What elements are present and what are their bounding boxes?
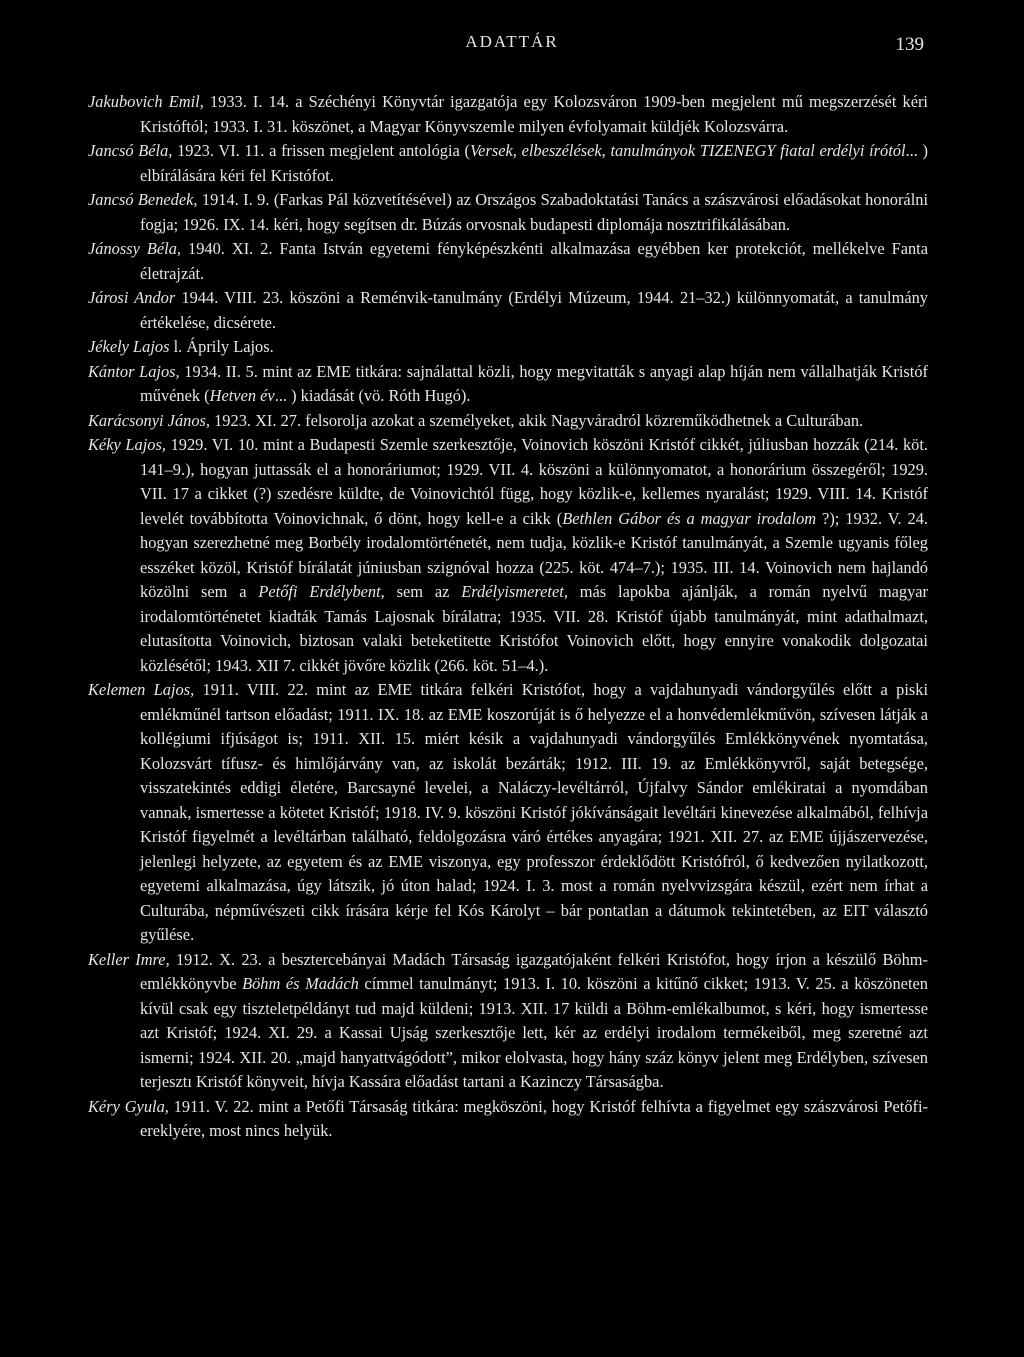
entry-name: Kelemen Lajos, [88, 680, 195, 699]
entry-text: 1929. VI. 10. mint a Budapesti Szemle szerkesztője, Voinovich köszöni Kristóf cikkét, júliusban hozzák (214. köt. 141–9.), hogyan juttassák el a honoráriumot; 1929. VII. 4. köszöni a különnyomatot, a honorárium összegéről; 1929. VII. 17 a cikket (?) szedésre küldte, de Voinovichtól függ, hogy közlik-e, kellemes nyaralást; 1929. VIII. 14. Kristóf levelét továbbította Voinovichnak, ő dönt, hogy kell-e a cikk ( [140, 435, 928, 528]
entry-name: Jékely Lajos [88, 337, 170, 356]
entry-text: ?); 1932. V. 24. hogyan szerezhetné meg Borbély irodalomtörténetét, nem tudja, közlik-e Kristóf tanulmányát, a Szemle ugyanis főleg esszéket közöl, Kristóf bírálatát júniusban szignóval hozza (225. köt. 474–7.); 1935. III. 14. Voinovich nem hajlandó közölni sem a [140, 508, 928, 601]
entry-title-text: Hetven év [209, 386, 275, 405]
entry-title-text: Erdélyismeretet [461, 582, 564, 601]
entry-title-text: Bethlen Gábor és a magyar irodalom [562, 508, 817, 528]
entry-text: 1923. XI. 27. felsorolja azokat a személyeket, akik Nagyváradról közreműködhetnek a Culturában. [210, 410, 864, 430]
page-number: 139 [895, 34, 924, 55]
entry-name: Jancsó Benedek, [88, 190, 198, 209]
entry [88, 433, 928, 678]
entry-text: ... ) elbírálására kéri fel Kristófot. [140, 141, 928, 185]
running-head: ADATTÁR [465, 32, 559, 51]
entry-title-text: Petőfi Erdélybent [258, 582, 381, 601]
entry [88, 188, 928, 237]
entry-list [88, 90, 928, 1144]
entry [88, 360, 928, 409]
entry [88, 90, 928, 139]
entry-text: 1944. VIII. 23. köszöni a Reménvik-tanulmány (Erdélyi Múzeum, 1944. 21–32.) különnyomatát, a tanulmány értékelése, dicsérete. [140, 288, 928, 332]
entry [88, 678, 928, 948]
entry [88, 139, 928, 188]
entry-text: 1923. VI. 11. a frissen megjelent antológia ( [172, 141, 470, 160]
entry [88, 948, 928, 1095]
entry-text: 1933. I. 14. a Széchényi Könyvtár igazgatója egy Kolozsváron 1909-ben megjelent mű megszerzését kéri Kristóftól; 1933. I. 31. köszönet, a Magyar Könyvszemle milyen évfolyamait küldjék Kolozsvárra. [140, 92, 928, 136]
entry-title-text: Versek, elbeszélések, tanulmányok TIZENEGY fiatal erdélyi írótól [469, 141, 906, 160]
entry-text: 1912. X. 23. a besztercebányai Madách Társaság igazgatójaként felkéri Kristófot, hogy írjon a készülő Böhm-emlékkönyvbe [140, 949, 928, 993]
entry-text: , más lapokba ajánlják, a román nyelvű magyar irodalomtörténetet kiadták Tamás Lajosnak bírálatra; 1935. VII. 28. Kristóf újabb tanulmányát, mint adathalmazt, elutasította Voinovich, biztosan valaki beteketitette Kristófot Voinovich előtt, hogy ennyire vonakodik dolgozatai közlésétől; 1943. XII 7. cikkét jövőre közlik (266. köt. 51–4.). [140, 582, 929, 675]
entry [88, 1095, 928, 1144]
entry-text: l. Áprily Lajos. [169, 337, 274, 356]
page-header [0, 28, 1024, 62]
entry [88, 335, 928, 360]
entry [88, 286, 928, 335]
entry-name: Jakubovich Emil, [88, 92, 204, 111]
entry [88, 237, 928, 286]
entry-name: Járosi Andor [88, 288, 176, 307]
entry-name: Kéky Lajos, [88, 435, 166, 454]
entry-title-text: Böhm és Madách [242, 974, 359, 993]
entry-text: 1911. V. 22. mint a Petőfi Társaság titkára: megköszöni, hogy Kristóf felhívta a figyelmet egy szászvárosi Petőfi-ereklyére, most nincs helyük. [140, 1096, 928, 1140]
entry-name: Jancsó Béla, [88, 141, 173, 160]
entry-text: , sem az [380, 582, 462, 601]
entry-text: 1911. VIII. 22. mint az EME titkára felkéri Kristófot, hogy a vajdahunyadi vándorgyűlés előtt a piski emlékműnél tartson előadást; 1911. IX. 18. az EME koszorúját is ő helyezze el a honvédemlékművön, szívesen látják a kollégiumi ifjúságot is; 1911. XII. 15. miért késik a vajdahunyadi vándorgyűlés Emlékkönyvének nyomtatása, Kolozsvárt tífusz- és himlőjárvány van, az iskolát bezárták; 1912. III. 19. az Emlékkönyvről, saját betegsége, visszatekintés eddigi életére, Barcsayné levelei, a Naláczy-levéltárról, Újfalvy Sándor emlékiratai a nyomdában vannak, ismertesse a kötetet Kristóf; 1918. IV. 9. köszöni Kristóf jókívánságait levéltári kinevezése alkalmából, felhívja Kristóf figyelmét a levéltárban található, feldolgozásra váró értékes anyagára; 1921. XII. 27. az EME újjászervezése, jelenlegi helyzete, az egyetem és az EME viszonya, egy professzor érdeklődött Kristófról, ő kedvezően nyilatkozott, egyetemi alkalmazása, úgy látszik, jó úton halad; 1924. I. 3. most a román nyelvvizsgára készül, ezért nem írhat a Culturába, népművészeti cikk írására kérje fel Kós Károlyt – bár pontatlan a dátumok tekintetében, az EIT választó gyűlése. [140, 680, 928, 944]
entry-name: Keller Imre, [88, 949, 170, 969]
entry-name: Kántor Lajos, [88, 361, 180, 381]
entry-text: 1940. XI. 2. Fanta István egyetemi fényképészkénti alkalmazása egyébben ker protekciót, mellékelve Fanta életrajzát. [140, 239, 929, 283]
entry-text: címmel tanulmányt; 1913. I. 10. köszöni a kitűnő cikket; 1913. V. 25. a köszöneten kívül csak egy tiszteletpéldányt tud majd küldeni; 1913. XII. 17 küldi a Böhm-emlékalbumot, s kéri, hogy ismertesse azt Kristóf; 1924. XI. 29. a Kassai Ujság szerkesztője lett, kér az erdélyi irodalom termékeiből, meg szeretné azt ismerni; 1924. XII. 20. „majd hanyattvágódott”, mikor elolvasta, hogy hány száz könyv jelent meg Erdélyben, szívesen terjesztı Kristóf könyveit, hívja Kassára előadást tartani a Kazinczy Társaságba. [140, 974, 928, 1091]
entry [88, 409, 928, 434]
entry-name: Karácsonyi János, [88, 410, 211, 430]
entry-text: 1934. II. 5. mint az EME titkára: sajnálattal közli, hogy megvitatták s anyagi alap híján nem vállalhatják Kristóf művének ( [140, 361, 928, 405]
entry-text: 1914. I. 9. (Farkas Pál közvetítésével) az Országos Szabadoktatási Tanács a szászvárosi előadásokat honorálni fogja; 1926. IX. 14. kéri, hogy segítsen dr. Búzás orvosnak budapesti diplomája nosztrifikálásában. [140, 190, 928, 234]
entry-name: Jánossy Béla, [88, 239, 182, 258]
entry-name: Kéry Gyula, [88, 1096, 169, 1116]
entry-text: ... ) kiadását (vö. Róth Hugó). [274, 386, 471, 405]
